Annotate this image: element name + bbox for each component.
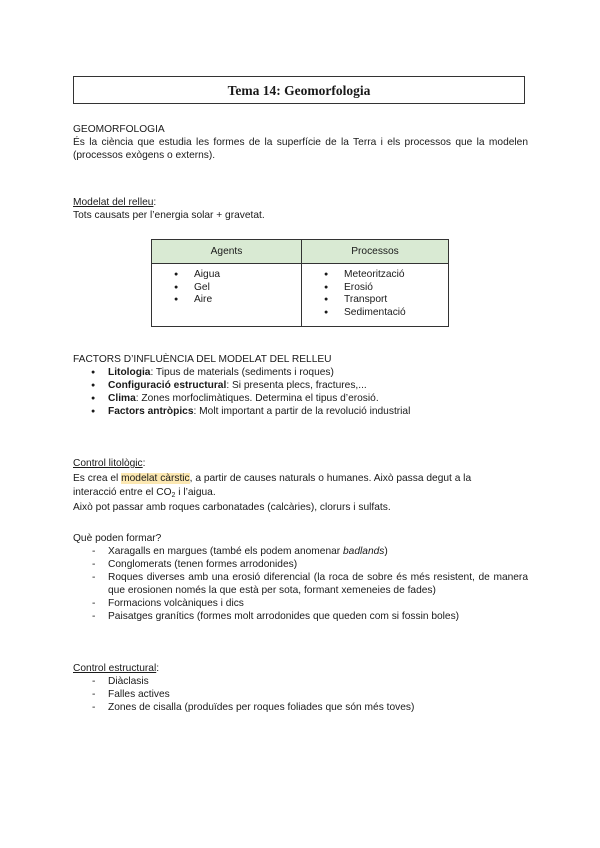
agents-processes-table <box>151 239 449 327</box>
section-heading-modelat: Modelat del relleu: <box>73 197 157 208</box>
list-item: ● Erosió <box>302 282 448 295</box>
table-header-agents: Agents <box>152 240 302 264</box>
list-item: ● Gel <box>152 282 301 295</box>
list-item: ● Transport <box>302 294 448 307</box>
formations-list <box>73 545 528 623</box>
list-item: ● Clima: Zones morfoclimàtiques. Determina el tipus d’erosió. <box>73 392 410 405</box>
list-item: ● Litologia: Tipus de materials (sediments i roques) <box>73 366 410 379</box>
list-item: - Zones de cisalla (produïdes per roques foliades que són més toves) <box>73 701 414 714</box>
list-item: ● Sedimentació <box>302 307 448 320</box>
intro-paragraph: És la ciència que estudia les formes de la superfície de la Terra i els processos que la modelen (processos exògens o externs). <box>73 137 528 161</box>
section-heading-geomorfologia: GEOMORFOLOGIA <box>73 124 165 135</box>
list-item: - Formacions volcàniques i dics <box>73 597 528 610</box>
list-item: - Conglomerats (tenen formes arrodonides) <box>73 558 528 571</box>
estructural-list <box>73 675 414 714</box>
list-item: ● Meteorització <box>302 269 448 282</box>
litologic-line-2: interacció entre el $CO_2$ i l’aigua. <box>73 487 216 499</box>
page-title: Tema 14: Geomorfologia <box>73 76 525 104</box>
list-item: ● Factors antròpics: Molt important a partir de la revolució industrial <box>73 405 410 418</box>
litologic-line-3: Això pot passar amb roques carbonatades (calcàries), clorurs i sulfats. <box>73 502 391 513</box>
list-item: - Falles actives <box>73 688 414 701</box>
list-item: - Xaragalls en margues (també els podem anomenar badlands) <box>73 545 528 558</box>
list-item: ● Aire <box>152 294 301 307</box>
list-item: ● Aigua <box>152 269 301 282</box>
factors-list <box>73 366 410 418</box>
litologic-line-1: Es crea el modelat càrstic, a partir de causes naturals o humanes. Això passa degut a la <box>73 473 472 484</box>
modelat-text: Tots causats per l’energia solar + gravetat. <box>73 210 265 221</box>
section-heading-litologic: Control litològic: <box>73 458 146 469</box>
list-item: - Paisatges granítics (formes molt arrodonides que queden com si fossin boles) <box>73 610 528 623</box>
question-heading: Què poden formar? <box>73 533 162 544</box>
section-heading-factors: FACTORS D’INFLUÈNCIA DEL MODELAT DEL RELLEU <box>73 354 332 365</box>
list-item: ● Configuració estructural: Si presenta plecs, fractures,... <box>73 379 410 392</box>
list-item: - Roques diverses amb una erosió diferencial (la roca de sobre és més resistent, de manera que erosionen només la que està per sota, formant xemeneies de fades) <box>73 571 528 597</box>
section-heading-estructural: Control estructural: <box>73 663 160 674</box>
table-header-processos: Processos <box>302 240 449 264</box>
list-item: - Diàclasis <box>73 675 414 688</box>
highlight-modelat-carstic: modelat càrstic <box>121 473 190 484</box>
agents-cell <box>152 264 302 327</box>
processos-cell <box>302 264 449 327</box>
